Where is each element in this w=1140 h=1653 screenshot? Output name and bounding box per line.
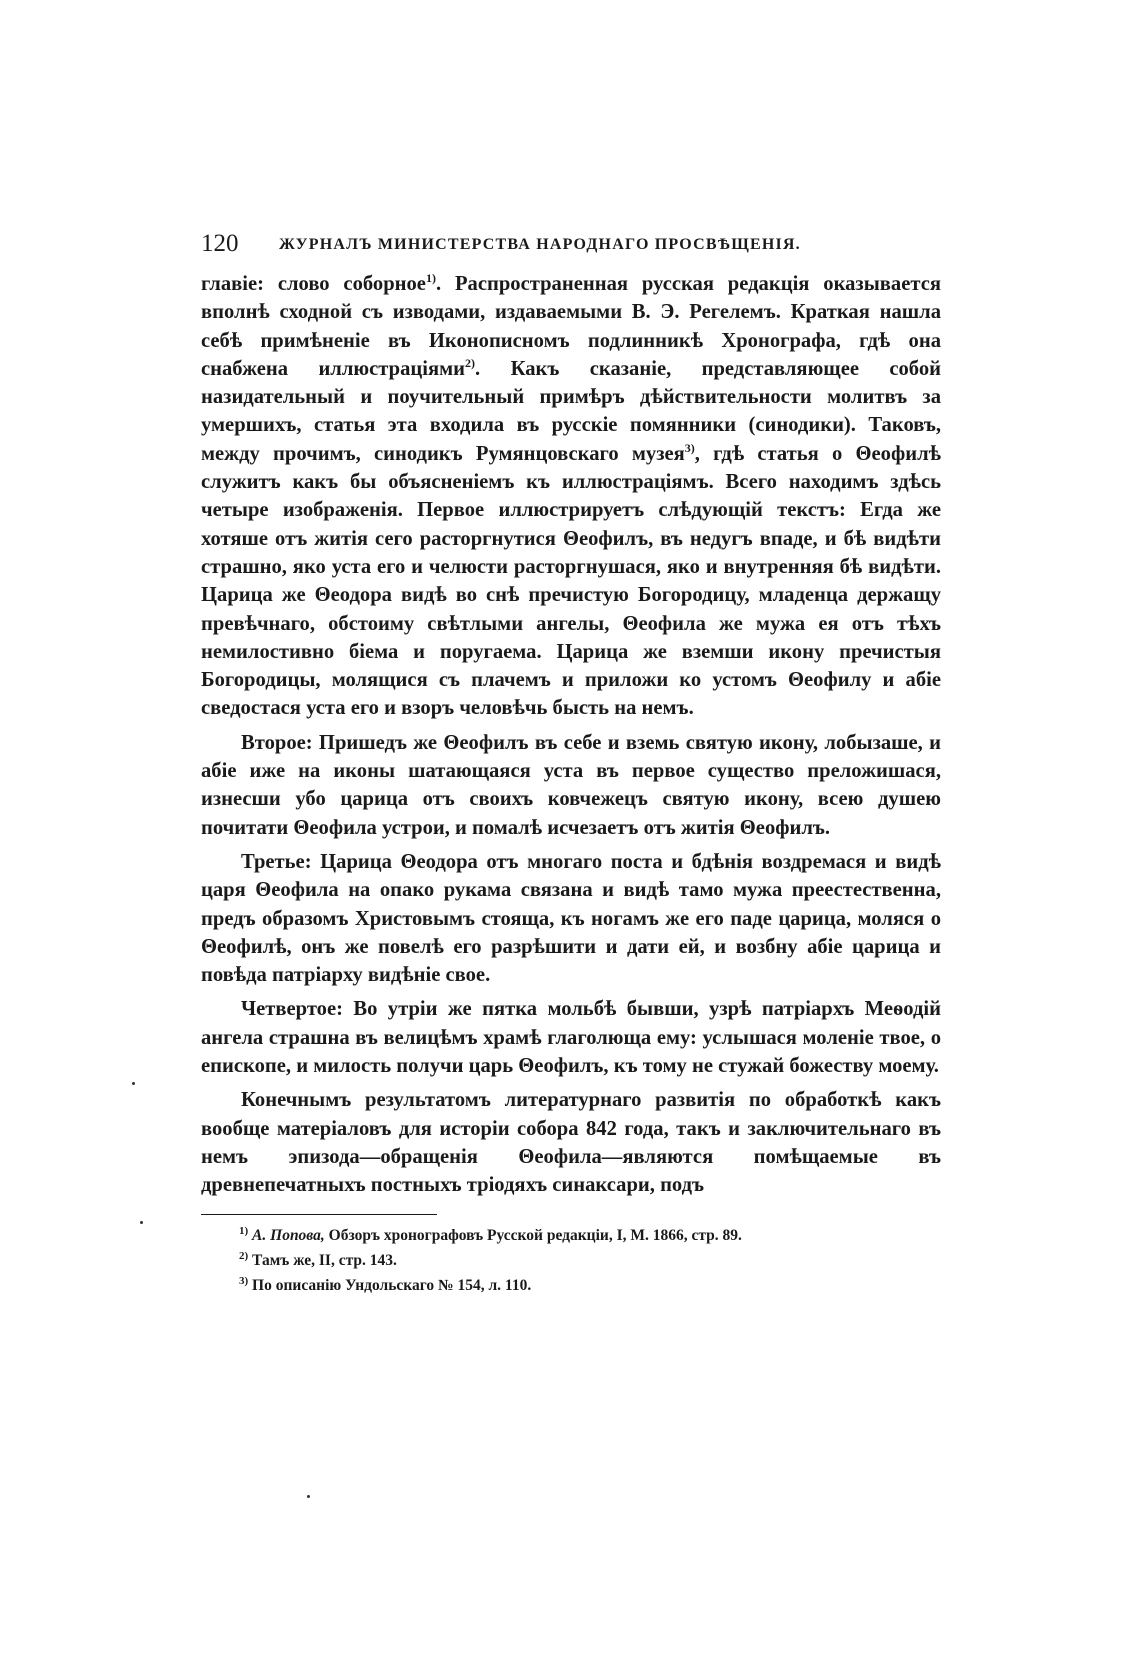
paragraph-5: Конечнымъ результатомъ литературнаго развитія по обработкѣ какъ вообще матеріаловъ для исторіи собора 842 года, такъ и заключительнаго въ немъ эпизода—обращенія Θеофила—являются помѣщаемые въ древнепечатныхъ постныхъ тріодяхъ синаксари, подъ <box>201 1089 941 1197</box>
paragraph-3: Третье: Царица Θеодора отъ многаго поста и бдѣнія воздремася и видѣ царя Θеофила на опако рукама связана и видѣ тамо мужа преестественна, предъ образомъ Христовымъ стояща, къ ногамъ же его паде царица, моляся о Θеофилѣ, онъ же повелѣ его разрѣшити и дати ей, и возбну абіе царица и повѣда патріарху видѣніе свое. <box>201 850 941 987</box>
paragraph-2: Второе: Пришедъ же Θеофилъ въ себе и вземь святую икону, лобызаше, и абіе иже на иконы шатающаяся уста въ первое существо преложишася, изнесши убо царица отъ своихъ ковчежецъ святую икону, всею душею почитати Θеофила устрои, и помалѣ исчезаетъ отъ житія Θеофилъ. <box>201 731 941 839</box>
scan-speck <box>132 1082 135 1085</box>
page-number: 120 <box>201 230 239 257</box>
footnotes <box>201 1223 941 1298</box>
document-page <box>201 230 941 1298</box>
footnote-mark: 1) <box>239 1224 249 1237</box>
paragraph-1-text: . Распространенная русская редакція оказывается вполнѣ сходной съ изводами, издаваемыми В. Э. Регелемъ. Краткая нашла себѣ примѣненіе въ Иконописномъ подлинникѣ Хронографа, гдѣ она снабжена иллюстраціями <box>201 273 941 380</box>
footnote-text: По описанію Ундольскаго № 154, л. 110. <box>248 1276 532 1294</box>
scan-speck <box>307 1495 310 1498</box>
paragraph-1-text: . Какъ сказаніе, представляющее собой назидательный и поучительный примѣръ дѣйствительности молитвъ за умершихъ, статья эта входила въ русскіе помянники (синодики). Таковъ, между прочимъ, синодикъ Румянцовскаго музея <box>201 357 941 465</box>
footnote-text: Тамъ же, II, стр. 143. <box>248 1251 397 1269</box>
footnote-2 <box>239 1248 941 1273</box>
footnote-ref-2: 2) <box>465 355 476 370</box>
footnote-divider <box>201 1214 437 1215</box>
paragraph-4: Четвертое: Во утріи же пятка мольбѣ бывши, узрѣ патріархъ Меѳодій ангела страшна въ велицѣмъ храмѣ глаголюща ему: услышася моленіе твое, о епископе, и милость получи царь Θеофилъ, къ тому не стужай божеству моему. <box>201 998 941 1078</box>
body-text <box>201 270 941 1200</box>
footnote-ref-1: 1) <box>425 271 436 285</box>
footnote-mark: 2) <box>239 1249 249 1262</box>
footnote-ref-3: 3) <box>684 440 695 455</box>
paragraph-1 <box>201 270 941 723</box>
paragraph-1-text: , гдѣ статья о Θеофилѣ служитъ какъ бы объясненіемъ къ иллюстраціямъ. Всего находимъ здѣсь четыре изображенія. Первое иллюстрируетъ слѣдующій текстъ: Егда же хотяше отъ житія сего расторгнутися Θеофилъ, въ недугъ впаде, и бѣ видѣти страшно, яко уста его и челюсти расторгнушася, яко и внутренняя бѣ видѣти. Царица же Θеодора видѣ во снѣ пречистую Богородицу, младенца держащу превѣчнаго, обстоиму свѣтлыми ангелы, Θеофила же мужа ея отъ тѣхъ немилостивно біема и поругаема. Царица же вземши икону пречистыя Богородицы, молящися съ плачемъ и приложи ко устомъ Θеофилу и абіе сведостася уста его и взоръ человѣчь бысть на немъ. <box>201 442 941 720</box>
running-head: ЖУРНАЛЪ МИНИСТЕРСТВА НАРОДНАГО ПРОСВѢЩЕНІЯ. <box>279 236 801 253</box>
footnote-text: Обзоръ хронографовъ Русской редакціи, I, М. 1866, стр. 89. <box>324 1226 742 1244</box>
scan-speck <box>140 1221 143 1224</box>
footnote-1 <box>239 1223 941 1248</box>
page-header <box>201 230 941 264</box>
footnote-mark: 3) <box>239 1274 249 1287</box>
footnote-author: А. Попова, <box>252 1226 325 1244</box>
footnote-3 <box>239 1273 941 1298</box>
paragraph-1-text: главіе: слово соборное <box>201 273 426 295</box>
